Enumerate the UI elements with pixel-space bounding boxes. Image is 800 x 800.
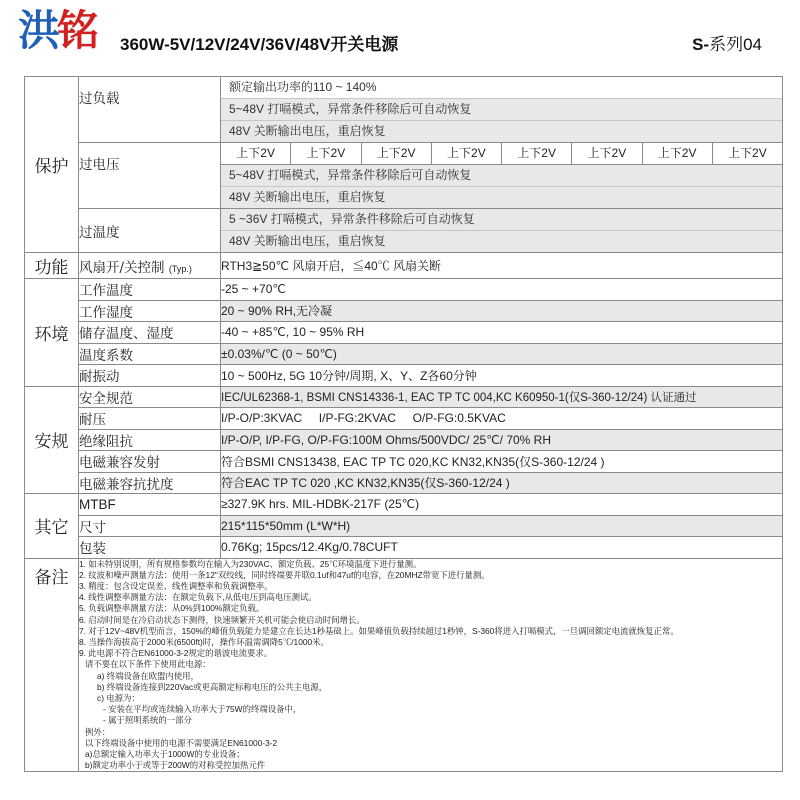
value-storage: -40 ~ +85℃, 10 ~ 95% RH	[221, 322, 783, 344]
row-safety-3	[25, 451, 783, 473]
note-line: - 安装在平均或连续输入功率大于75W的终端设备中，	[103, 704, 302, 715]
row-safety-1	[25, 408, 783, 430]
overvoltage-box: 上下2V	[728, 146, 767, 160]
note-line: 6. 启动时间是在冷启动状态下测得，快速频繁开关机可能会使启动时间增长。	[79, 614, 365, 625]
row-env-1	[25, 300, 783, 322]
category-protection: 保护	[25, 77, 79, 253]
overvoltage-box: 上下2V	[362, 143, 432, 164]
overvoltage-line-2: 48V 关断输出电压，重启恢复	[221, 186, 782, 208]
notes-block	[79, 558, 783, 772]
series-label: S-系列04	[692, 35, 762, 54]
overvoltage-box: 上下2V	[221, 143, 291, 164]
label-emc-immunity: 电磁兼容抗扰度	[79, 472, 221, 494]
label-temp-coefficient: 温度系数	[79, 343, 221, 365]
row-env-2	[25, 322, 783, 344]
note-line: 例外：	[85, 726, 111, 737]
row-safety-4	[25, 472, 783, 494]
overvoltage-box: 上下2V	[572, 143, 642, 164]
row-notes	[25, 558, 783, 772]
overvoltage-line-1: 5~48V 打嗝模式，异常条件移除后可自动恢复	[221, 165, 782, 186]
overvoltage-boxes	[221, 143, 782, 164]
note-line: b) 终端设备连接到220Vac或更高额定标称电压的公共主电源，	[97, 681, 328, 692]
row-env-3	[25, 343, 783, 365]
row-safety-2	[25, 429, 783, 451]
label-overload: 过负载	[79, 77, 221, 143]
label-isolation-resistance: 绝缘阻抗	[79, 429, 221, 451]
value-working-temp: -25 ~ +70℃	[221, 279, 783, 301]
overtemp-line-2: 48V 关断输出电压，重启恢复	[221, 230, 782, 252]
row-others-1	[25, 515, 783, 537]
product-title: 360W-5V/12V/24V/36V/48V开关电源	[120, 35, 399, 54]
value-isolation-resistance: I/P-O/P, I/P-FG, O/P-FG:100M Ohms/500VDC/ 25℃/ 70% RH	[221, 429, 783, 451]
note-line: 5. 负载调整率测量方法：从0%到100%额定负载。	[79, 603, 265, 614]
row-overvoltage	[25, 143, 783, 209]
label-working-temp: 工作温度	[79, 279, 221, 301]
row-safety-0	[25, 386, 783, 408]
value-emc-immunity: 符合EAC TP TC 020 ,KC KN32,KN35(仅S-360-12/24 )	[221, 472, 783, 494]
row-overtemp	[25, 209, 783, 253]
overload-line-1: 额定输出功率的110 ~ 140%	[229, 80, 377, 94]
note-line: - 属于照明系统的一部分	[103, 715, 192, 726]
note-line: 1. 如未特别说明，所有规格参数均在输入为230VAC、额定负载、25℃环境温度下进行量测。	[79, 558, 422, 569]
note-line: 请不要在以下条件下使用此电源：	[85, 659, 211, 670]
label-fan-control: 风扇开/关控制 (Typ.)	[79, 253, 221, 279]
row-env-4	[25, 365, 783, 387]
note-line: c) 电源为：	[97, 692, 140, 703]
note-line: b)额定功率小于或等于200W的对称受控加热元件	[85, 760, 266, 771]
label-safety-standards: 安全规范	[79, 386, 221, 408]
value-overvoltage	[221, 143, 783, 209]
row-overload	[25, 77, 783, 143]
row-fan-control	[25, 253, 783, 279]
category-safety: 安规	[25, 386, 79, 494]
value-packing: 0.76Kg; 15pcs/12.4Kg/0.78CUFT	[221, 537, 783, 559]
header	[0, 0, 800, 62]
value-overtemp	[221, 209, 783, 253]
note-line: 8. 当操作海拔高于2000米(6500ft)时，操作环温需调降5℃/1000米。	[79, 636, 329, 647]
label-packing: 包装	[79, 537, 221, 559]
note-line: 7. 对于12V~48V机型而言，150%的峰值负载能力是建立在长达1秒基础上。如果峰值负载持续超过1秒钟，S-360将进入打嗝模式，一旦调回额定电流就恢复正常。	[79, 625, 679, 636]
row-others-0	[25, 494, 783, 516]
overload-line-3: 48V 关断输出电压，重启恢复	[221, 120, 782, 142]
overvoltage-box: 上下2V	[643, 143, 713, 164]
note-line: 2. 纹波和噪声测量方法：使用一条12"双绞线，同时终端要并联0.1uf和47uf的电容，在20MHZ带宽下进行量测。	[79, 569, 490, 580]
category-function: 功能	[25, 253, 79, 279]
value-fan-control: RTH3≧50℃ 风扇开启，≦40℃ 风扇关断	[221, 253, 783, 279]
overload-line-2: 5~48V 打嗝模式，异常条件移除后可自动恢复	[221, 98, 782, 120]
value-mtbf: ≥327.9K hrs. MIL-HDBK-217F (25℃)	[221, 494, 783, 516]
overvoltage-box: 上下2V	[291, 143, 361, 164]
value-withstand-voltage: I/P-O/P:3KVAC I/P-FG:2KVAC O/P-FG:0.5KVAC	[221, 408, 783, 430]
value-safety-standards: IEC/UL62368-1, BSMI CNS14336-1, EAC TP TC 004,KC K60950-1(仅S-360-12/24) 认证通过	[221, 386, 783, 408]
category-others: 其它	[25, 494, 79, 559]
category-notes: 备注	[25, 558, 79, 772]
label-withstand-voltage: 耐压	[79, 408, 221, 430]
label-overtemp: 过温度	[79, 209, 221, 253]
value-temp-coefficient: ±0.03%/℃ (0 ~ 50℃)	[221, 343, 783, 365]
value-emc-emission: 符合BSMI CNS13438, EAC TP TC 020,KC KN32,KN35(仅S-360-12/24 )	[221, 451, 783, 473]
label-mtbf: MTBF	[79, 494, 221, 516]
overvoltage-box: 上下2V	[502, 143, 572, 164]
overvoltage-box: 上下2V	[432, 143, 502, 164]
brand-logo: 洪铭	[18, 6, 97, 55]
label-dimensions: 尺寸	[79, 515, 221, 537]
value-vibration: 10 ~ 500Hz, 5G 10分钟/周期, X、Y、Z各60分钟	[221, 365, 783, 387]
row-others-2	[25, 537, 783, 559]
note-line: a) 终端设备在欧盟内使用，	[97, 670, 199, 681]
note-line: 以下终端设备中使用的电源不需要满足EN61000-3-2	[85, 737, 278, 748]
spec-table	[24, 76, 783, 772]
label-storage: 储存温度、湿度	[79, 322, 221, 344]
note-line: 4. 线性调整率测量方法：在额定负载下,从低电压到高电压测试。	[79, 592, 317, 603]
category-environment: 环境	[25, 279, 79, 387]
value-working-humidity: 20 ~ 90% RH,无冷凝	[221, 300, 783, 322]
label-vibration: 耐振动	[79, 365, 221, 387]
note-line: 9. 此电源不符合EN61000-3-2规定的谐波电流要求。	[79, 648, 273, 659]
overtemp-line-1: 5 ~36V 打嗝模式，异常条件移除后可自动恢复	[221, 209, 782, 230]
note-line: 3. 精度：包含设定误差、线性调整率和负载调整率。	[79, 580, 273, 591]
value-dimensions: 215*115*50mm (L*W*H)	[221, 515, 783, 537]
value-overload	[221, 77, 783, 143]
label-working-humidity: 工作湿度	[79, 300, 221, 322]
note-line: a)总额定输入功率大于1000W的专业设备；	[85, 748, 245, 759]
label-overvoltage: 过电压	[79, 143, 221, 209]
label-emc-emission: 电磁兼容发射	[79, 451, 221, 473]
row-env-0	[25, 279, 783, 301]
